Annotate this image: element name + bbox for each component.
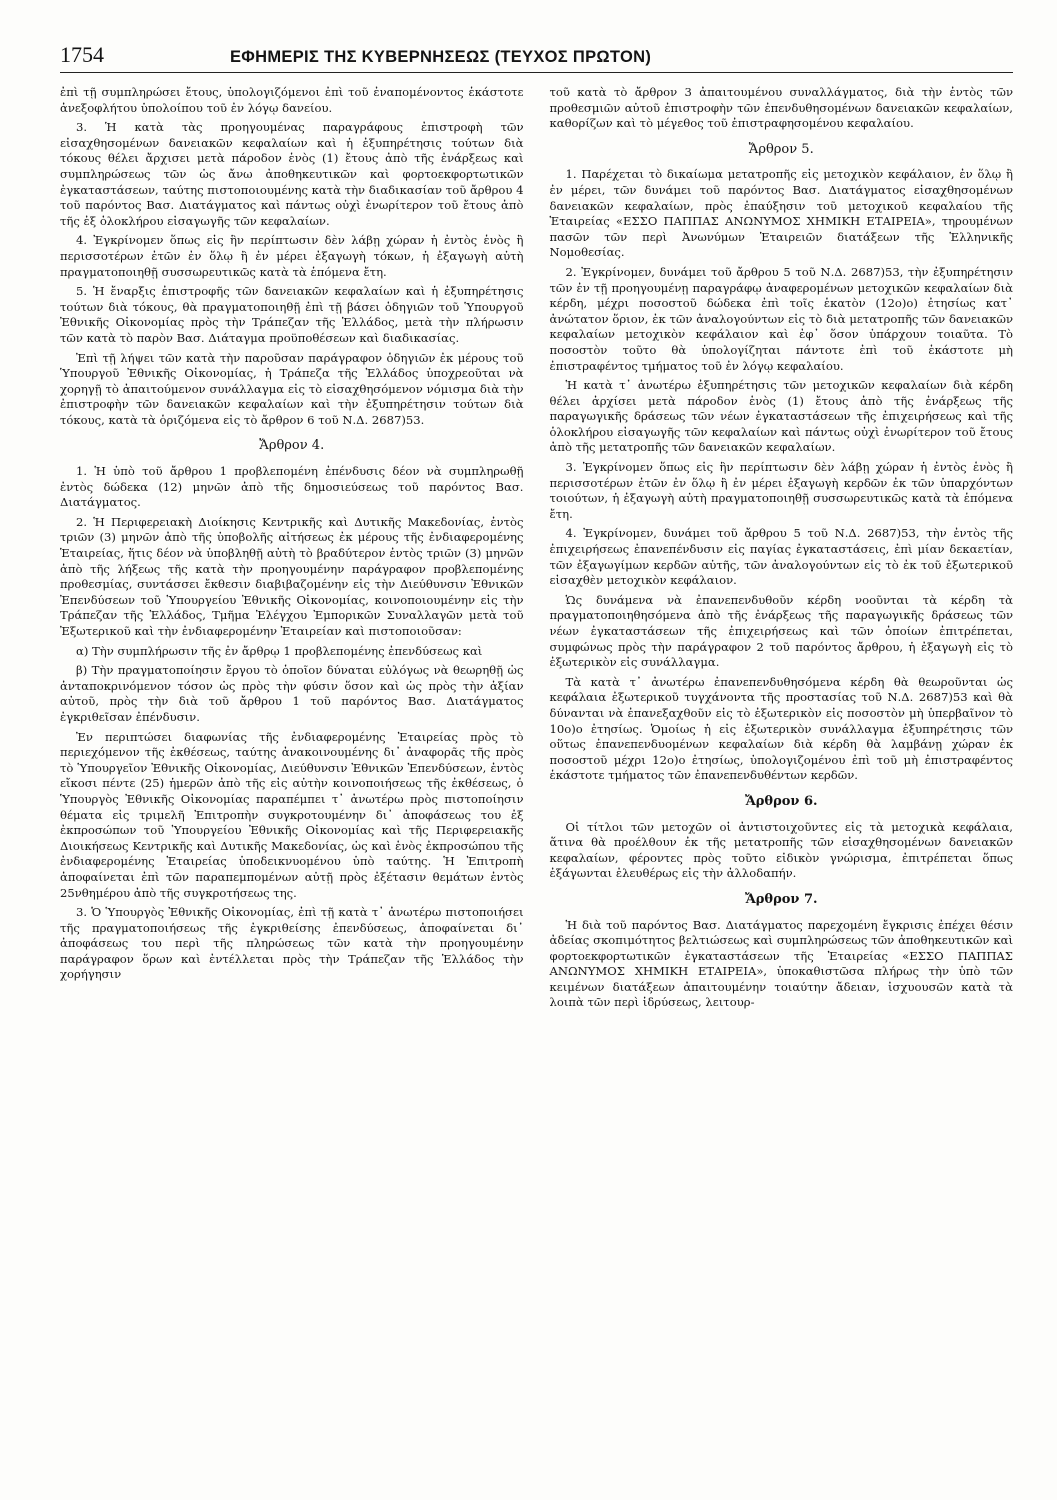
page-header bbox=[60, 42, 1013, 73]
article-heading-7: Ἄρθρον 7. bbox=[744, 891, 818, 907]
paragraph: Ἡ διὰ τοῦ παρόντος Βασ. Διατάγματος παρεχομένη ἔγκρισις ἐπέχει θέσιν ἀδείας σκοπιμότητος βελτιώσεως καὶ συμπληρώσεως τῶν ἀποθηκευτικῶν καὶ φορτοεκφορτωτικῶν ἐγκαταστάσεων τῆς Ἑταιρείας «ΕΣΣΟ ΠΑΠΠΑΣ ΑΝΩΝΥΜΟΣ ΧΗΜΙΚΗ ΕΤΑΙΡΕΙΑ», ὑποκαθιστῶσα πλήρως τὴν ὑπὸ τῶν κειμένων διατάξεων ἀπαιτουμένην τοιαύτην ἄδειαν, ἰσχυουσῶν κατὰ τὰ λοιπὰ τῶν περὶ ἱδρύσεως, λειτουρ- bbox=[549, 917, 1013, 1010]
paragraph: τοῦ κατὰ τὸ ἄρθρον 3 ἀπαιτουμένου συναλλάγματος, διὰ τὴν ἐντὸς τῶν προθεσμιῶν αὐτοῦ ἐπιστροφὴν τῶν ἐπενδυθησομένων δανειακῶν κεφαλαίων, καθορίζων καὶ τὸ μέγεθος τοῦ ἐπιστραφησομένου κεφαλαίου. bbox=[549, 85, 1013, 131]
paragraph: 1. Παρέχεται τὸ δικαίωμα μετατροπῆς εἰς μετοχικὸν κεφάλαιον, ἐν ὅλῳ ἢ ἐν μέρει, τῶν δυνάμει τοῦ παρόντος Βασ. Διατάγματος εἰσαχθησομένων δανειακῶν κεφαλαίων, πρὸς ἐπαύξησιν τοῦ μετοχικοῦ κεφαλαίου τῆς Ἑταιρείας «ΕΣΣΟ ΠΑΠΠΑΣ ΑΝΩΝΥΜΟΣ ΧΗΜΙΚΗ ΕΤΑΙΡΕΙΑ», τηρουμένων πασῶν τῶν περὶ Ἀνωνύμων Ἑταιρειῶν διατάξεων τῆς Ἑλληνικῆς Νομοθεσίας. bbox=[549, 167, 1013, 260]
paragraph: 2. Ἐγκρίνομεν, δυνάμει τοῦ ἄρθρου 5 τοῦ Ν.Δ. 2687)53, τὴν ἐξυπηρέτησιν τῶν ἐν τῇ προηγουμένῃ παραγράφῳ ἀναφερομένων μετοχικῶν κεφαλαίων διὰ κέρδη, μέχρι ποσοστοῦ δώδεκα ἐπὶ τοῖς ἑκατὸν (12ο)ο) ἐτησίως κατ᾽ ἀνώτατον ὅριον, ἐκ τῶν ἀναλογούντων εἰς τὸ διὰ μετατροπῆς τῶν δανειακῶν κεφαλαίων μετοχικὸν κεφάλαιον καὶ ἐφ᾽ ὅσον ὑπάρχουν τοιαῦτα. Τὸ ποσοστὸν τοῦτο θὰ ὑπολογίζηται πάντοτε ἐπὶ τοῦ ἑκάστοτε μὴ ἐπιστραφέντος τμήματος τοῦ ἐν λόγῳ κεφαλαίου. bbox=[549, 264, 1013, 373]
paragraph: Ἐπὶ τῇ λήψει τῶν κατὰ τὴν παροῦσαν παράγραφον ὁδηγιῶν ἐκ μέρους τοῦ Ὑπουργοῦ Ἐθνικῆς Οἰκονομίας, ἡ Τράπεζα τῆς Ἑλλάδος ὑποχρεοῦται νὰ χορηγῇ τὸ ἀπαιτούμενον συνάλλαγμα εἰς τὸ εἰσαχθησόμενον νόμισμα διὰ τὴν ἐπιστροφὴν τῶν δανειακῶν κεφαλαίων καὶ τὴν ἐξυπηρέτησιν τούτων διὰ τόκους, κατὰ τὰ ὁριζόμενα εἰς τὸ ἄρθρον 6 τοῦ Ν.Δ. 2687)53. bbox=[60, 350, 524, 427]
paragraph: 5. Ἡ ἔναρξις ἐπιστροφῆς τῶν δανειακῶν κεφαλαίων καὶ ἡ ἐξυπηρέτησις τούτων διὰ τόκους, θὰ πραγματοποιηθῇ ἐπὶ τῇ βάσει ὁδηγιῶν τοῦ Ὑπουργοῦ Ἐθνικῆς Οἰκονομίας πρὸς τὴν Τράπεζαν τῆς Ἑλλάδος, μετὰ τὴν πλήρωσιν τῶν κατὰ τὸ παρὸν Βασ. Διάταγμα προϋποθέσεων καὶ διαδικασίας. bbox=[60, 284, 524, 345]
paragraph: Τὰ κατὰ τ᾽ ἀνωτέρω ἐπανεπενδυθησόμενα κέρδη θὰ θεωροῦνται ὡς κεφάλαια ἐξωτερικοῦ τυγχάνοντα τῆς προστασίας τοῦ Ν.Δ. 2687)53 καὶ θὰ δύνανται νὰ ἐπανεξαχθοῦν εἰς τὸ ἐξωτερικὸν εἰς ποσοστὸν μὴ ὑπερβαῖνον τὸ 10ο)ο ἐτησίως. Ὁμοίως ἡ εἰς ἐξωτερικὸν συνάλλαγμα ἐξυπηρέτησις τῶν οὕτως ἐπανεπενδυομένων κεφαλαίων διὰ κέρδη θὰ λαμβάνῃ χώραν ἐκ ποσοστοῦ μέχρι 12ο)ο ἐτησίως, ὑπολογιζομένου ἐπὶ τοῦ μὴ ἐπιστραφέντος ἑκάστοτε τμήματος τῶν ἐπανεπενδυθέντων κερδῶν. bbox=[549, 674, 1013, 783]
paragraph: β) Τὴν πραγματοποίησιν ἔργου τὸ ὁποῖον δύναται εὐλόγως νὰ θεωρηθῇ ὡς ἀνταποκρινόμενον τόσον ὡς πρὸς τὴν φύσιν ὅσον καὶ ὡς πρὸς τὴν ἀξίαν αὐτοῦ, πρὸς τὴν διὰ τοῦ ἄρθρου 1 τοῦ παρόντος Βασ. Διατάγματος ἐγκριθεῖσαν ἐπένδυσιν. bbox=[60, 663, 524, 724]
paragraph: Ἐν περιπτώσει διαφωνίας τῆς ἐνδιαφερομένης Ἑταιρείας πρὸς τὸ περιεχόμενον τῆς ἐκθέσεως, ταύτης ἀνακοινουμένης δι᾽ ἀναφορᾶς τῆς πρὸς τὸ Ὑπουργεῖον Ἐθνικῆς Οἰκονομίας, Διεύθυνσιν Ἐθνικῶν Ἐπενδύσεων, ἐντὸς εἴκοσι πέντε (25) ἡμερῶν ἀπὸ τῆς εἰς αὐτὴν κοινοποιήσεως τῆς ἐκθέσεως, ὁ Ὑπουργὸς Ἐθνικῆς Οἰκονομίας παραπέμπει τ᾽ ἀνωτέρω πρὸς πιστοποίησιν θέματα εἰς τριμελῆ Ἐπιτροπὴν συγκροτουμένην δι᾽ ἀποφάσεως του ἐξ ἐκπροσώπων τοῦ Ὑπουργείου Ἐθνικῆς Οἰκονομίας καὶ τῆς Περιφερειακῆς Διοικήσεως Κεντρικῆς καὶ Δυτικῆς Μακεδονίας, ὡς καὶ ἑνὸς ἐκπροσώπου τῆς ἐνδιαφερομένης Ἑταιρείας ὑποδεικνυομένου ὑπὸ ταύτης. Ἡ Ἐπιτροπὴ ἀποφαίνεται ἐπὶ τῶν παραπεμπομένων αὐτῇ πρὸς ἐξέτασιν θεμάτων ἐντὸς 25νθημέρου ἀπὸ τῆς συγκροτήσεως της. bbox=[60, 729, 524, 900]
text-columns bbox=[60, 85, 1013, 1015]
page-number: 1754 bbox=[60, 42, 104, 67]
article-heading-5: Ἄρθρον 5. bbox=[748, 141, 814, 157]
paragraph: 3. Ἐγκρίνομεν ὅπως εἰς ἣν περίπτωσιν δὲν λάβῃ χώραν ἡ ἐντὸς ἑνὸς ἢ περισσοτέρων ἐτῶν ἐν ὅλῳ ἢ ἐν μέρει ἐξαγωγὴ κερδῶν ἐκ τῶν ὑπαρχόντων τοιούτων, ἡ ἐξαγωγὴ αὐτὴ πραγματοποιηθῇ συσσωρευτικῶς κατὰ τὰ ἑπόμενα ἔτη. bbox=[549, 460, 1013, 521]
paragraph: 1. Ἡ ὑπὸ τοῦ ἄρθρου 1 προβλεπομένη ἐπένδυσις δέον νὰ συμπληρωθῇ ἐντὸς δώδεκα (12) μηνῶν ἀπὸ τῆς δημοσιεύσεως τοῦ παρόντος Βασ. Διατάγματος. bbox=[60, 464, 524, 510]
paragraph: Ἡ κατὰ τ᾽ ἀνωτέρω ἐξυπηρέτησις τῶν μετοχικῶν κεφαλαίων διὰ κέρδη θέλει ἀρχίσει μετὰ πάροδον ἑνὸς (1) ἔτους ἀπὸ τῆς ἐνάρξεως τῆς παραγωγικῆς δράσεως τῶν νέων ἐγκαταστάσεων τῆς ἐπιχειρήσεως καὶ τῆς ὁλοκλήρου εἰσαγωγῆς τῶν κεφαλαίων καὶ πάντως οὐχὶ ἐνωρίτερον τοῦ ἔτους ἀπὸ τῆς μετατροπῆς τῶν δανειακῶν κεφαλαίων. bbox=[549, 378, 1013, 455]
paragraph: Οἱ τίτλοι τῶν μετοχῶν οἱ ἀντιστοιχοῦντες εἰς τὰ μετοχικὰ κεφάλαια, ἅτινα θὰ προέλθουν ἐκ τῆς μετατροπῆς τῶν εἰσαχθησομένων δανειακῶν κεφαλαίων, φέροντες πρὸς τοῦτο εἰδικὸν γνώρισμα, ἐπιτρέπεται ὅπως ἐξάγωνται ἐλευθέρως εἰς τὴν ἀλλοδαπήν. bbox=[549, 819, 1013, 881]
running-head: ΕΦΗΜΕΡΙΣ ΤΗΣ ΚΥΒΕΡΝΗΣΕΩΣ (ΤΕΥΧΟΣ ΠΡΩΤΟΝ) bbox=[230, 48, 652, 66]
paragraph: 3. Ὁ Ὑπουργὸς Ἐθνικῆς Οἰκονομίας, ἐπὶ τῇ κατὰ τ᾽ ἀνωτέρω πιστοποιήσει τῆς πραγματοποιήσεως τῆς ἐγκριθείσης ἐπενδύσεως, ἀποφαίνεται δι᾽ ἀποφάσεως του περὶ τῆς πληρώσεως τῶν κατὰ τὴν προηγουμένην παράγραφον ὅρων καὶ ἐντέλλεται πρὸς τὴν Τράπεζαν τῆς Ἑλλάδος τὴν χορήγησιν bbox=[60, 905, 524, 982]
left-column bbox=[60, 85, 524, 1015]
paragraph: 4. Ἐγκρίνομεν, δυνάμει τοῦ ἄρθρου 5 τοῦ Ν.Δ. 2687)53, τὴν ἐντὸς τῆς ἐπιχειρήσεως ἐπανεπένδυσιν εἰς παγίας ἐγκαταστάσεις, ἐπὶ μίαν δεκαετίαν, τῶν ἐξαγωγίμων κερδῶν αὐτῆς, τῶν ἀναλογούντων εἰς τὸ ἐκ τοῦ ἐξωτερικοῦ εἰσαχθὲν μετοχικὸν κεφάλαιον. bbox=[549, 526, 1013, 588]
paragraph: 3. Ἡ κατὰ τὰς προηγουμένας παραγράφους ἐπιστροφὴ τῶν εἰσαχθησομένων δανειακῶν κεφαλαίων καὶ ἡ ἐξυπηρέτησις τούτων διὰ τόκους θέλει ἄρχισει μετὰ πάροδον ἑνὸς (1) ἔτους ἀπὸ τῆς ἐνάρξεως καὶ συμπληρώσεως τῶν ὡς ἄνω ἀποθηκευτικῶν καὶ φορτοεκφορτωτικῶν ἐγκαταστάσεων, ταύτης πιστοποιουμένης κατὰ τὴν διαδικασίαν τοῦ ἄρθρου 4 τοῦ παρόντος Βασ. Διατάγματος καὶ πάντως οὐχὶ ἐνωρίτερον τοῦ ἔτους ἀπὸ τῆς ἐξ ὁλοκλήρου εἰσαγωγῆς τῶν κεφαλαίων. bbox=[60, 120, 524, 228]
right-column bbox=[550, 85, 1014, 1015]
article-heading-6: Ἄρθρον 6. bbox=[744, 793, 818, 809]
paragraph: 2. Ἡ Περιφερειακὴ Διοίκησις Κεντρικῆς καὶ Δυτικῆς Μακεδονίας, ἐντὸς τριῶν (3) μηνῶν ἀπὸ τῆς ὑποβολῆς αἰτήσεως ἐκ μέρους τῆς ἐνδιαφερομένης Ἑταιρείας, ἥτις δέον νὰ ὑποβληθῇ αὐτὴ τὸ βραδύτερον ἐντὸς τριῶν (3) μηνῶν ἀπὸ τῆς λήξεως τῆς κατὰ τὴν προηγουμένην παράγραφον προβλεπομένης προθεσμίας, συντάσσει ἔκθεσιν διαβιβαζομένην εἰς τὴν Διεύθυνσιν Ἐθνικῶν Ἐπενδύσεων τοῦ Ὑπουργείου Ἐθνικῆς Οἰκονομίας, κοινοποιουμένην εἰς τὴν Τράπεζαν τῆς Ἑλλάδος, Τμῆμα Ἐλέγχου Ἐμπορικῶν Συναλλαγῶν μετὰ τοῦ Ἐξωτερικοῦ καὶ τὴν ἐνδιαφερομένην Ἑταιρείαν καὶ πιστοποιοῦσαν: bbox=[60, 514, 524, 638]
paragraph: Ὡς δυνάμενα νὰ ἐπανεπενδυθοῦν κέρδη νοοῦνται τὰ κέρδη τὰ πραγματοποιηθησόμενα ἀπὸ τῆς ἐνάρξεως τῆς παραγωγικῆς δράσεως τῶν νέων ἐγκαταστάσεων τῆς ἐπιχειρήσεως καὶ τῶν ὁποίων ἐπιτρέπεται, συμφώνως πρὸς τὴν παράγραφον 2 τοῦ παρόντος ἄρθρου, ἡ ἐξαγωγὴ εἰς τὸ ἐξωτερικὸν εἰς συνάλλαγμα. bbox=[549, 592, 1013, 670]
article-heading-4: Ἄρθρον 4. bbox=[259, 438, 325, 454]
paragraph: ἐπὶ τῇ συμπληρώσει ἔτους, ὑπολογιζόμενοι ἐπὶ τοῦ ἐναπομένοντος ἑκάστοτε ἀνεξοφλήτου ὑπολοίπου τοῦ ἐν λόγῳ δανείου. bbox=[60, 85, 524, 115]
paragraph: α) Τὴν συμπλήρωσιν τῆς ἐν ἄρθρῳ 1 προβλεπομένης ἐπενδύσεως καὶ bbox=[76, 643, 483, 658]
paragraph: 4. Ἐγκρίνομεν ὅπως εἰς ἣν περίπτωσιν δὲν λάβῃ χώραν ἡ ἐντὸς ἑνὸς ἢ περισσοτέρων ἐτῶν ἐν ὅλῳ ἢ ἐν μέρει ἐξαγωγὴ τόκων, ἡ ἐξαγωγὴ αὐτὴ πραγματοποιηθῇ συσσωρευτικῶς κατὰ τὰ ἑπόμενα ἔτη. bbox=[60, 233, 524, 279]
